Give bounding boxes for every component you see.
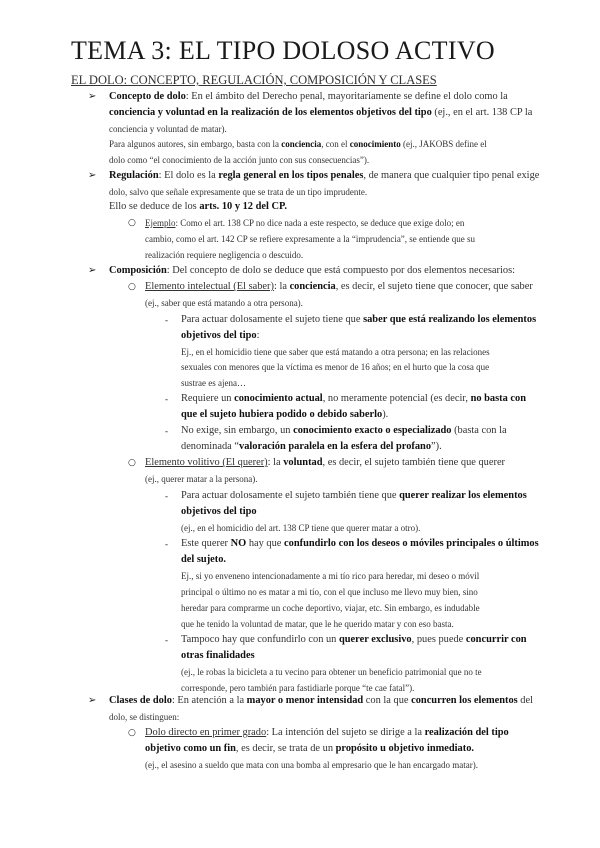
text-span: (ej., el asesino a sueldo que mata con una bomba al empresario que le han encargado matar). (145, 760, 478, 770)
underlined-term: Elemento intelectual (El saber) (145, 281, 274, 292)
text-line (145, 759, 478, 771)
dash-bullet: - (165, 394, 168, 404)
text-span: que he tenido la voluntad de matar, que le he querido matar y con eso basta. (181, 619, 454, 629)
text-line (181, 570, 479, 582)
text-span: del (517, 695, 533, 706)
text-line (109, 154, 369, 166)
section-heading: EL DOLO: CONCEPTO, REGULACIÓN, COMPOSICIÓN Y CLASES (71, 73, 437, 87)
text-span: Tampoco hay que confundirlo con un (181, 634, 339, 645)
bold-term: querer realizar los elementos (399, 490, 527, 501)
text-line (181, 522, 420, 534)
text-span: dolo, salvo que señale expresamente que se trata de un tipo imprudente. (109, 187, 368, 197)
text-line (181, 538, 539, 550)
bold-term: objetivos del tipo (181, 506, 257, 517)
text-span: , de manera que cualquier tipo penal exige (363, 170, 540, 181)
sub-bullet: ○ (128, 282, 136, 292)
text-line (109, 91, 508, 103)
text-line (181, 377, 246, 389)
text-span: (basta con la (451, 425, 507, 436)
text-span: : (256, 330, 260, 341)
text-span: sustrae es ajena… (181, 378, 246, 388)
text-span: Para algunos autores, sin embargo, basta con la (109, 139, 282, 149)
text-line (109, 695, 533, 707)
text-span: con la que (363, 695, 412, 706)
text-line (145, 457, 505, 469)
text-span: (ej., querer matar a la persona). (145, 474, 258, 484)
text-span: , es decir, el sujeto tiene que conocer, que saber (335, 281, 533, 292)
text-span: (ej., en el art. 138 CP la (431, 107, 533, 118)
text-span: Para actuar dolosamente el sujeto tiene que (181, 314, 364, 325)
text-line (109, 265, 515, 277)
text-span: , no meramente potencial (es decir, (322, 393, 471, 404)
text-span: (ej., le robas la bicicleta a tu vecino para obtener un beneficio patrimonial que no te (181, 667, 482, 677)
text-span: (ej., en el homicidio del art. 138 CP tiene que querer matar a otro). (181, 523, 421, 533)
text-line (181, 650, 255, 662)
text-span: dolo, se distinguen: (109, 712, 180, 722)
text-line (145, 249, 303, 261)
bold-term: conciencia y voluntad en la realización de los elementos objetivos del tipo (109, 107, 432, 118)
text-line (145, 217, 464, 229)
text-span: , es decir, el sujeto también tiene que querer (322, 457, 506, 468)
bold-term: conocimiento exacto o especializado (293, 425, 452, 436)
bold-term: realización del tipo (424, 727, 509, 738)
main-bullet: ➢ (88, 91, 97, 102)
text-span: ). (382, 409, 389, 420)
bold-term: otras finalidades (181, 650, 255, 661)
text-line (181, 554, 226, 566)
text-span: realización requiere negligencia o descuido. (145, 250, 304, 260)
text-span: heredar para comprarme un coche deportivo, viajar, etc. Sin embargo, es indudable (181, 603, 480, 613)
text-span: : la (273, 281, 290, 292)
text-line (181, 314, 536, 326)
text-line (181, 666, 482, 678)
underlined-term: Dolo directo en primer grado (145, 727, 267, 738)
bold-term: voluntad (283, 457, 323, 468)
text-line (145, 743, 474, 755)
bold-term: conciencia (281, 139, 322, 149)
bold-term: concurren los elementos (411, 695, 518, 706)
text-span: Para actuar dolosamente el sujeto también tiene que (181, 490, 400, 501)
bold-term: saber que está realizando los elementos (363, 314, 537, 325)
text-span: conciencia y voluntad de matar). (109, 124, 227, 134)
text-line (145, 473, 257, 485)
text-line (181, 618, 454, 630)
bold-term: arts. 10 y 12 del CP. (199, 201, 287, 212)
text-span: No exige, sin embargo, un (181, 425, 294, 436)
dash-bullet: - (165, 315, 168, 325)
main-bullet: ➢ (88, 170, 97, 181)
bold-term: confundirlo con los deseos o móviles principales o últimos (284, 538, 539, 549)
text-line (109, 138, 487, 150)
bold-term: objetivo como un fin (145, 743, 236, 754)
sub-bullet: ○ (128, 728, 136, 738)
main-bullet: ➢ (88, 695, 97, 706)
text-span: principal o último no es matar a mi tío, con el que incluso me llevo muy bien, sino (181, 587, 478, 597)
text-line (181, 586, 478, 598)
dash-bullet: - (165, 426, 168, 436)
bold-term: valoración paralela en la esfera del profano (239, 441, 432, 452)
text-span: Requiere un (181, 393, 235, 404)
text-line (181, 682, 414, 694)
text-line (109, 170, 539, 182)
bold-term: NO (230, 538, 247, 549)
text-span: ”). (431, 441, 442, 452)
bold-term: Regulación (109, 170, 159, 181)
text-line (181, 393, 526, 405)
text-span: (ej., saber que está matando a otra persona). (145, 298, 303, 308)
text-line (145, 297, 303, 309)
text-span: Ej., en el homicidio tiene que saber que está matando a otra persona; en las relaciones (181, 347, 490, 357)
bold-term: querer exclusivo (338, 634, 412, 645)
text-line (181, 602, 480, 614)
text-span: (ej., JAKOBS define el (400, 139, 487, 149)
bold-term: Composición (109, 265, 167, 276)
text-line (181, 425, 507, 437)
sub-bullet: ○ (128, 458, 136, 468)
text-span: Ello se deduce de los (109, 201, 200, 212)
text-span: : la (267, 457, 284, 468)
text-line (109, 711, 179, 723)
bold-term: del sujeto. (181, 554, 227, 565)
text-span: , pues puede (411, 634, 466, 645)
dash-bullet: - (165, 635, 168, 645)
text-span: dolo como “el conocimiento de la acción junto con sus consecuencias”). (109, 155, 370, 165)
text-span: Ej., si yo enveneno intencionadamente a mi tío rico para heredar, mi deseo o móvil (181, 571, 480, 581)
text-span: Este querer (181, 538, 231, 549)
text-line (181, 441, 442, 453)
text-line (181, 361, 489, 373)
dash-bullet: - (165, 539, 168, 549)
text-span: hay que (246, 538, 285, 549)
text-line (145, 281, 533, 293)
page-title: TEMA 3: EL TIPO DOLOSO ACTIVO (71, 36, 495, 65)
underlined-term: Elemento volitivo (El querer) (145, 457, 268, 468)
text-span: : Como el art. 138 CP no dice nada a este respecto, se deduce que exige dolo; en (175, 218, 465, 228)
text-span: sexuales con menores que la víctima es menor de 16 años; en el hurto que la cosa que (181, 362, 490, 372)
bold-term: conocimiento (349, 139, 401, 149)
text-line (181, 346, 490, 358)
bold-term: no basta con (470, 393, 527, 404)
bold-term: concurrir con (465, 634, 527, 645)
text-span: cambio, como el art. 142 CP se refiere expresamente a la “imprudencia”, se entiende que su (145, 234, 476, 244)
text-line (109, 201, 287, 213)
text-line (145, 727, 509, 739)
bold-term: objetivos del tipo (181, 330, 257, 341)
dash-bullet: - (165, 491, 168, 501)
text-span: , con el (321, 139, 350, 149)
text-line (181, 634, 527, 646)
bold-term: mayor o menor intensidad (246, 695, 364, 706)
bold-term: que el sujeto hubiera podido o debido saberlo (181, 409, 383, 420)
text-span: : En el ámbito del Derecho penal, mayoritariamente se define el dolo como la (185, 91, 508, 102)
main-bullet: ➢ (88, 265, 97, 276)
text-line (181, 409, 388, 421)
text-line (109, 186, 367, 198)
text-span: denominada “ (181, 441, 239, 452)
bold-term: propósito u objetivo inmediato. (335, 743, 474, 754)
text-line (109, 107, 532, 119)
text-line (145, 233, 475, 245)
bold-term: conocimiento actual (234, 393, 323, 404)
text-span: corresponde, pero también para fastidiarle porque “te cae fatal”). (181, 683, 415, 693)
text-span: : El dolo es la (158, 170, 219, 181)
text-line (181, 490, 527, 502)
text-line (181, 506, 257, 518)
text-span: : Del concepto de dolo se deduce que está compuesto por dos elementos necesarios: (166, 265, 515, 276)
text-line (181, 330, 260, 342)
sub-bullet: ○ (128, 218, 136, 228)
bold-term: regla general en los tipos penales (218, 170, 364, 181)
text-span: : En atención a la (171, 695, 247, 706)
bold-term: Concepto de dolo (109, 91, 186, 102)
bold-term: Clases de dolo (109, 695, 172, 706)
text-line (109, 123, 227, 135)
underlined-term: Ejemplo (145, 218, 176, 228)
text-span: : La intención del sujeto se dirige a la (266, 727, 425, 738)
text-span: , es decir, se trata de un (235, 743, 336, 754)
bold-term: conciencia (289, 281, 336, 292)
